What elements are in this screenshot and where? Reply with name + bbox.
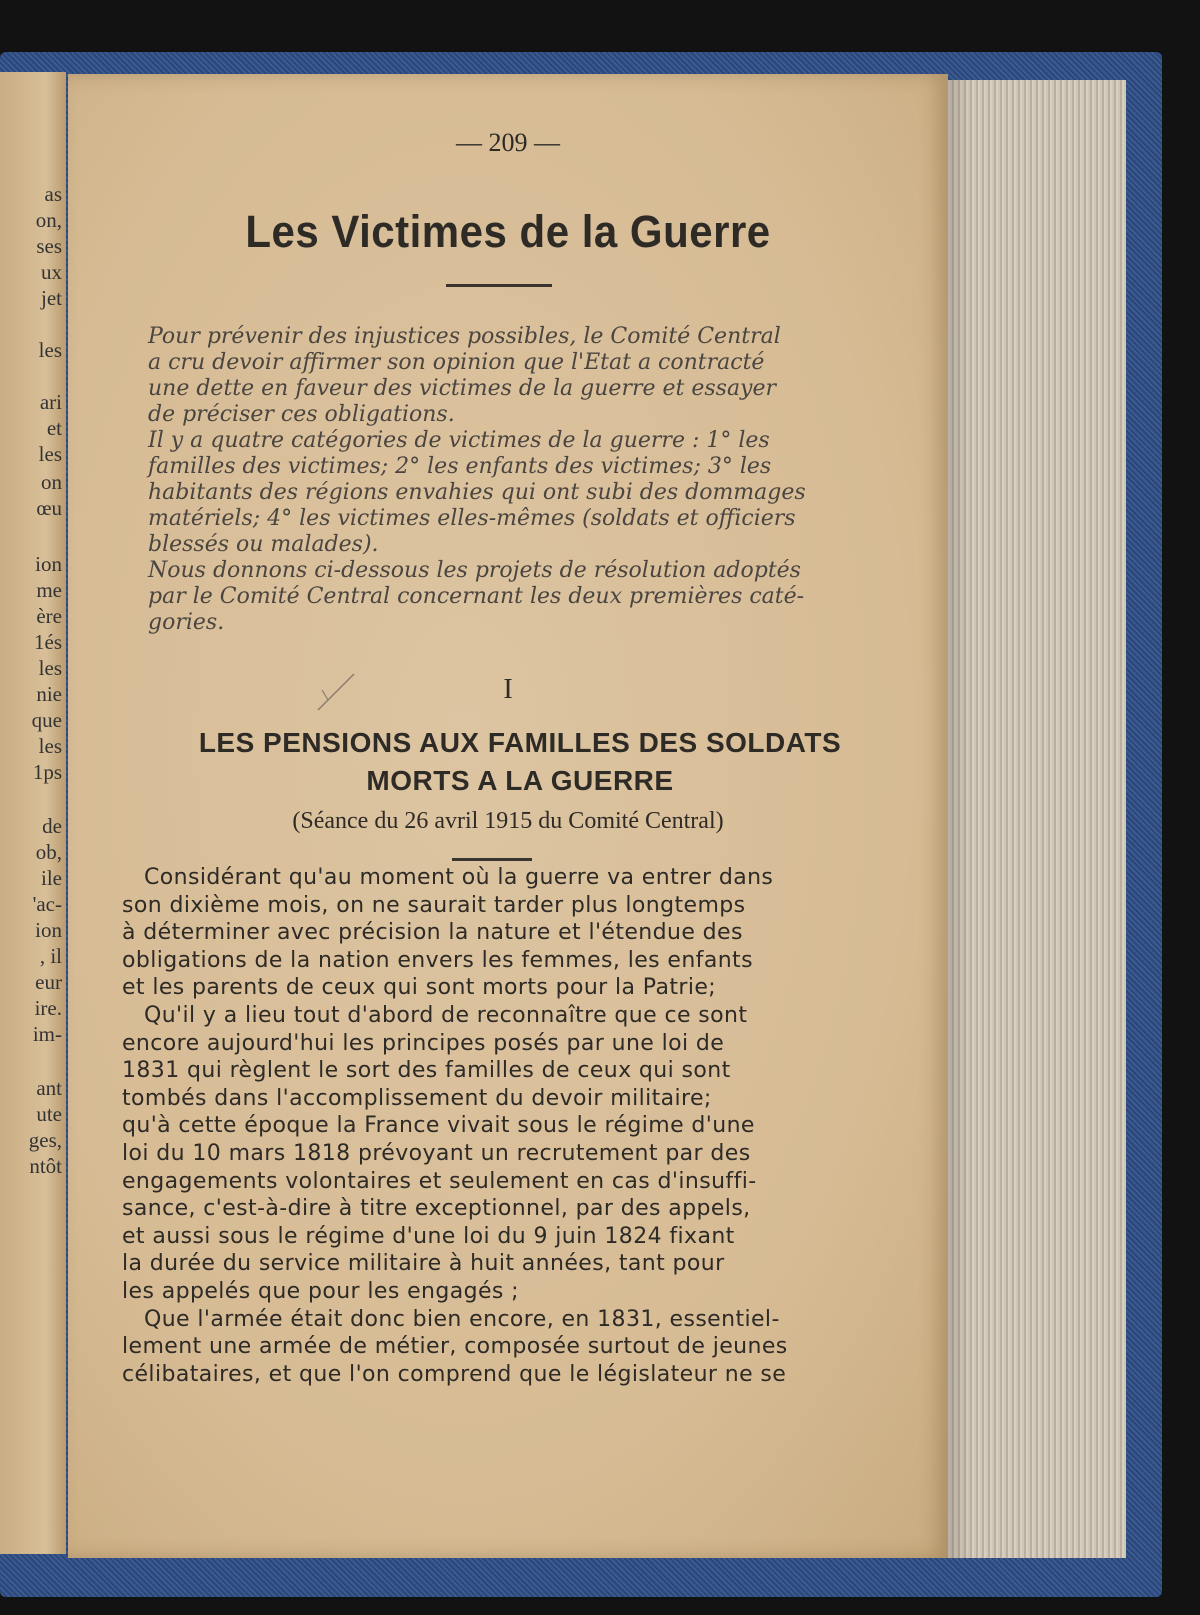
body-line: à déterminer avec précision la nature et l'étendue des (122, 920, 743, 946)
left-page-fragment: que (31, 708, 62, 732)
left-page-fragment: 'ac- (32, 892, 62, 916)
left-page-fragment: 1ps (32, 760, 62, 784)
left-page-fragment: ses (36, 234, 62, 258)
left-page-edge (0, 72, 66, 1554)
intro-line: Pour prévenir des injustices possibles, le Comité Central (148, 324, 781, 349)
body-line: Considérant qu'au moment où la guerre va entrer dans (144, 865, 774, 890)
chapter-title: Les Victimes de la Guerre (245, 206, 771, 257)
intro-line: par le Comité Central concernant les deux premières caté- (148, 584, 805, 609)
body-line: lement une armée de métier, composée surtout de jeunes (122, 1334, 788, 1360)
left-page-fragment: ion (35, 552, 62, 576)
intro-line: de préciser ces obligations. (148, 402, 455, 427)
section-subtitle: (Séance du 26 avril 1915 du Comité Central) (292, 808, 724, 834)
left-page-fragment: ntôt (29, 1154, 62, 1178)
left-page-fragment: ute (36, 1102, 62, 1126)
left-page-fragment: les (38, 734, 62, 758)
body-line: Que l'armée était donc bien encore, en 1831, essentiel- (144, 1306, 780, 1332)
left-page-fragment: et (46, 416, 62, 440)
left-page-fragment: ari (39, 390, 62, 414)
left-page-fragment: nie (36, 682, 62, 706)
body-line: et les parents de ceux qui sont morts pour la Patrie; (122, 975, 717, 1001)
left-page-fragment: im- (32, 1022, 62, 1046)
right-page (68, 74, 948, 1558)
section-title-line: LES PENSIONS AUX FAMILLES DES SOLDATS (198, 727, 842, 758)
left-page-fragment: ère (36, 604, 62, 628)
left-page-fragment: ire. (34, 996, 62, 1020)
body-paragraph (122, 864, 922, 1388)
title-rule (446, 284, 552, 287)
intro-line: une dette en faveur des victimes de la guerre et essayer (148, 376, 777, 401)
left-page-fragment: ges, (28, 1128, 62, 1152)
body-line: loi du 10 mars 1818 prévoyant un recrutement par des (122, 1140, 751, 1166)
left-page-fragment: on, (35, 208, 62, 232)
body-line: Qu'il y a lieu tout d'abord de reconnaître que ce sont (144, 1002, 748, 1028)
section-title-line: MORTS A LA GUERRE (366, 765, 674, 796)
intro-line: matériels; 4° les victimes elles-mêmes (soldats et officiers (148, 506, 796, 531)
body-line: célibataires, et que l'on comprend que le législateur ne se (122, 1361, 787, 1387)
left-page-fragment: ion (35, 918, 62, 942)
section-rule (452, 858, 532, 861)
left-page-fragment: ile (41, 866, 62, 890)
body-line: engagements volontaires et seulement en cas d'insuffi- (122, 1168, 757, 1194)
intro-line: Il y a quatre catégories de victimes de la guerre : 1° les (148, 428, 770, 453)
body-line: obligations de la nation envers les femmes, les enfants (122, 947, 753, 973)
left-page-fragment: les (38, 656, 62, 680)
intro-line: Nous donnons ci-dessous les projets de résolution adoptés (148, 558, 801, 583)
intro-line: gories. (148, 610, 225, 635)
body-line: qu'à cette époque la France vivait sous le régime d'une (122, 1113, 755, 1139)
intro-line: familles des victimes; 2° les enfants des victimes; 3° les (148, 454, 772, 479)
left-page-fragment: œu (36, 496, 62, 520)
intro-paragraph (148, 324, 948, 636)
left-page-fragment: eur (35, 970, 62, 994)
left-page-fragment: on (41, 470, 62, 494)
body-line: et aussi sous le régime d'une loi du 9 juin 1824 fixant (122, 1223, 735, 1249)
section-title (120, 724, 920, 800)
left-page-fragment: jet (41, 286, 62, 310)
intro-line: a cru devoir affirmer son opinion que l'Etat a contracté (148, 350, 765, 375)
left-page-fragment: , il (39, 944, 62, 968)
left-page-fragment: as (44, 182, 62, 206)
body-line: la durée du service militaire à huit années, tant pour (122, 1251, 725, 1277)
left-page-fragment: ob, (35, 840, 62, 864)
left-page-fragment: ux (41, 260, 62, 284)
left-page-fragment: les (38, 338, 62, 362)
left-page-fragment: de (42, 814, 62, 838)
body-line: encore aujourd'hui les principes posés par une loi de (122, 1030, 725, 1056)
body-line: tombés dans l'accomplissement du devoir militaire; (122, 1085, 712, 1111)
body-line: 1831 qui règlent le sort des familles de ceux qui sont (122, 1058, 731, 1084)
left-page-fragment: me (36, 578, 62, 602)
body-line: sance, c'est-à-dire à titre exceptionnel, par des appels, (122, 1196, 751, 1222)
body-line: son dixième mois, on ne saurait tarder plus longtemps (122, 892, 746, 918)
body-line: les appelés que pour les engagés ; (122, 1278, 519, 1304)
left-page-fragment: les (38, 442, 62, 466)
section-number: I (503, 674, 513, 705)
left-page-fragment: 1és (34, 630, 62, 654)
intro-line: blessés ou malades). (148, 532, 379, 557)
page-number: — 209 — (456, 128, 560, 157)
left-page-fragment: ant (36, 1076, 62, 1100)
intro-line: habitants des régions envahies qui ont subi des dommages (148, 480, 806, 505)
